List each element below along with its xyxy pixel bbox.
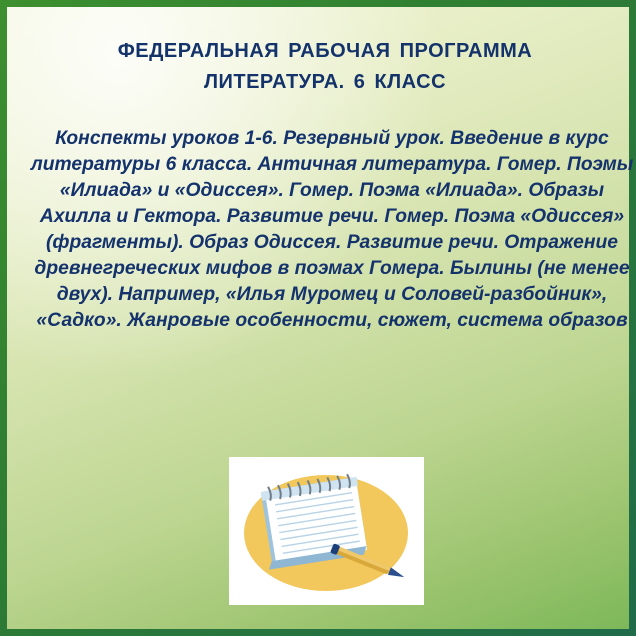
illustration-container: [229, 457, 424, 605]
title-line-1: ФЕДЕРАЛЬНАЯ РАБОЧАЯ ПРОГРАММА: [117, 40, 533, 62]
body-paragraph: Конспекты уроков 1-6. Резервный урок. Введение в курс литературы 6 класса. Античная литература. Гомер. Поэмы «Илиада» и «Одиссея». Гомер. Поэма «Илиада». Образы Ахилла и Гектора. Развитие речи. Гомер. Поэма «Одиссея» (фрагменты). Образ Одиссея. Развитие речи. Отражение древнегреческих мифов в поэмах Гомера. Былины (не менее двух). Например, «Илья Муромец и Соловей-разбойник», «Садко». Жанровые особенности, сюжет, система образов: [30, 128, 634, 332]
slide-inner: [14, 14, 636, 636]
notebook-and-pen-icon: [229, 457, 424, 605]
page-title: [42, 36, 608, 98]
title-line-2: ЛИТЕРАТУРА. 6 КЛАСС: [203, 71, 447, 93]
body-text-block: [24, 126, 636, 334]
